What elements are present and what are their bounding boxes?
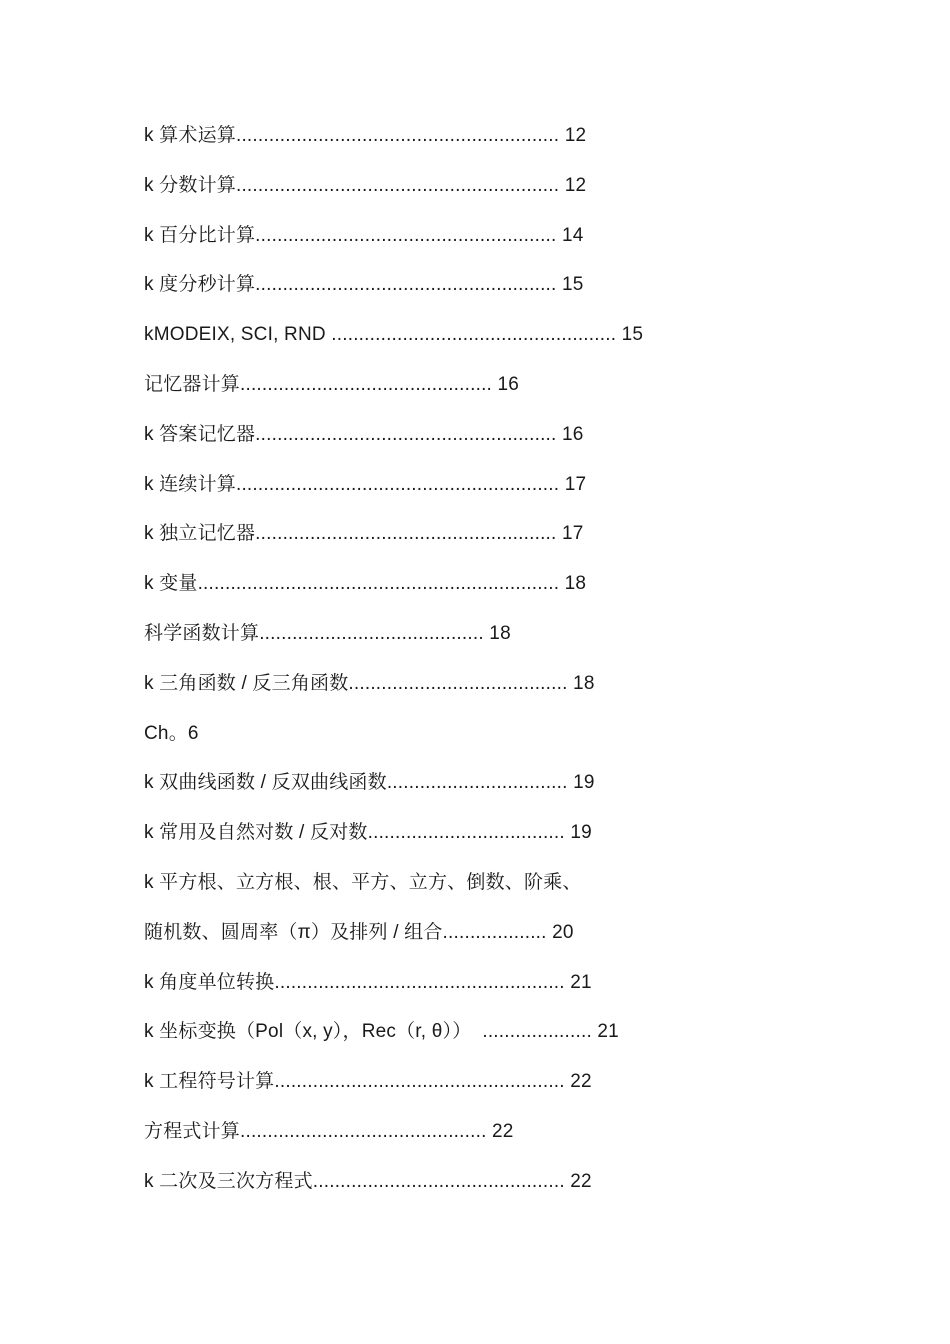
toc-entry-independent-memory: k 独立记忆器....................................................... 17 <box>144 523 584 545</box>
toc-entry-trig: k 三角函数 / 反三角函数........................................ 18 <box>144 672 595 694</box>
toc-entry-mode: kMODEIX, SCI, RND .................................................... 15 <box>144 324 644 346</box>
toc-entry-percentage: k 百分比计算....................................................... 14 <box>144 224 584 246</box>
toc-entry-hyperbolic: k 双曲线函数 / 反双曲线函数................................. 19 <box>144 772 595 794</box>
toc-entry-roots-line2: 随机数、圆周率（π）及排列 / 组合................... 20 <box>144 921 574 943</box>
toc-entry-quadratic-cubic: k 二次及三次方程式.............................................. 22 <box>144 1170 592 1192</box>
toc-entry-roots-line1: k 平方根、立方根、根、平方、立方、倒数、阶乘、 <box>144 871 582 893</box>
toc-entry-scientific-heading: 科学函数计算......................................... 18 <box>144 622 511 644</box>
toc-entry-arithmetic: k 算术运算........................................................... 12 <box>144 125 587 146</box>
toc-entry-answer-memory: k 答案记忆器....................................................... 16 <box>144 423 584 445</box>
toc-entry-angle-conversion: k 角度单位转换..................................................... 21 <box>144 971 592 993</box>
table-of-contents <box>144 116 844 1212</box>
toc-entry-engineering: k 工程符号计算..................................................... 22 <box>144 1071 592 1093</box>
toc-entry-equation-heading: 方程式计算............................................. 22 <box>144 1120 514 1142</box>
toc-entry-consecutive: k 连续计算........................................................... 17 <box>144 473 587 495</box>
toc-entry-fraction: k 分数计算........................................................... 12 <box>144 174 587 196</box>
toc-entry-coordinate-conversion: k 坐标变换（Pol（x, y），Rec（r, θ）） .................... 21 <box>144 1021 619 1043</box>
toc-entry-variables: k 变量.................................................................. 18 <box>144 573 587 595</box>
toc-chapter-label: Ch。6 <box>144 722 199 744</box>
toc-entry-memory-heading: 记忆器计算.............................................. 16 <box>144 373 520 395</box>
toc-entry-logarithm: k 常用及自然对数 / 反对数.................................... 19 <box>144 822 592 844</box>
toc-entry-dms: k 度分秒计算....................................................... 15 <box>144 274 584 296</box>
